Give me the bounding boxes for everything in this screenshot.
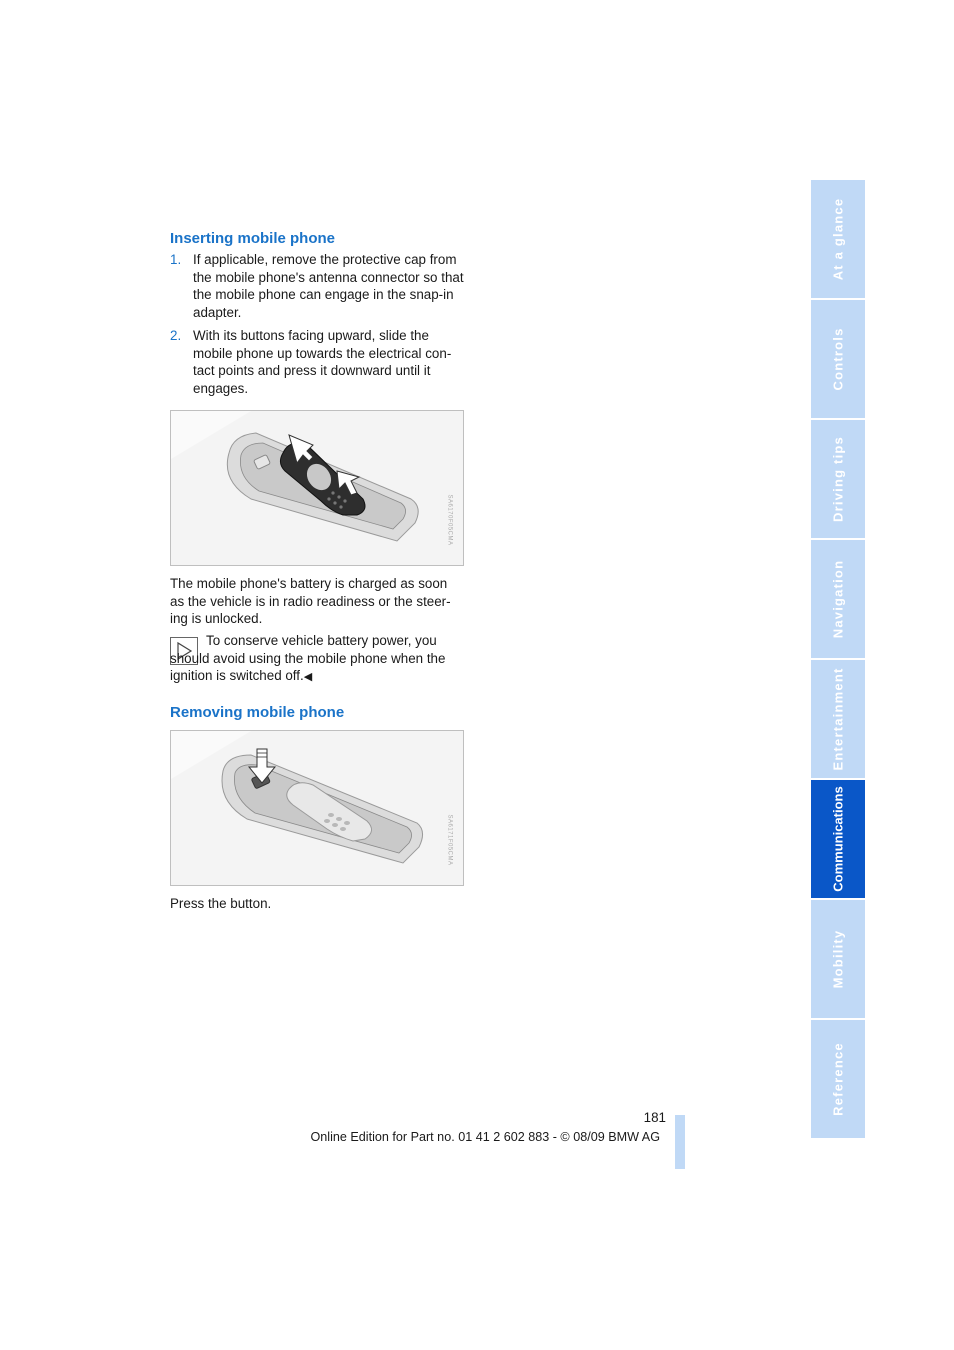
heading-inserting: Inserting mobile phone: [170, 230, 336, 247]
page-number: 181: [643, 1110, 666, 1125]
note-text: To conserve vehicle battery power, you should avoid using the mobile phone when the ignition is switched off.: [170, 633, 446, 684]
tab-label: Navigation: [830, 559, 846, 639]
tab-controls[interactable]: [811, 300, 865, 418]
end-mark-icon: ◀: [303, 671, 313, 684]
figure-remove-phone: [170, 730, 464, 886]
step-1: [170, 251, 470, 322]
tab-reference[interactable]: [811, 1020, 865, 1138]
tab-entertainment[interactable]: [811, 660, 865, 778]
tab-driving-tips[interactable]: [811, 420, 865, 538]
inserting-steps: [170, 251, 470, 403]
note-text-block: [170, 632, 465, 687]
tab-label: Controls: [830, 327, 846, 391]
figure-code: SA6170F05CMA: [446, 494, 453, 546]
tab-label: Mobility: [830, 929, 846, 989]
step-number: 1.: [170, 252, 182, 267]
figure-code: SA6171F05CMA: [446, 814, 453, 866]
tab-mobility[interactable]: [811, 900, 865, 1018]
battery-text: The mobile phone's battery is charged as soon as the vehicle is in radio readiness or the steer-ing is unlocked.: [170, 576, 451, 627]
tab-label: At a glance: [830, 197, 846, 281]
step-2: [170, 327, 470, 398]
tab-label: Entertainment: [830, 667, 846, 771]
tab-at-a-glance[interactable]: [811, 180, 865, 298]
press-button-text: Press the button.: [170, 896, 272, 911]
figure-insert-phone: [170, 410, 464, 566]
step-text: If applicable, remove the protective cap from the mobile phone's antenna connector so that the mobile phone can engage in the snap-in adapter.: [193, 252, 464, 321]
heading-removing: Removing mobile phone: [170, 704, 345, 721]
phone-insert-illustration: [171, 411, 463, 565]
tab-label: Reference: [830, 1042, 846, 1116]
tab-label: Driving tips: [830, 436, 846, 522]
tab-communications[interactable]: [811, 780, 865, 898]
step-text: With its buttons facing upward, slide the mobile phone up towards the electrical con-tact points and press it downward until it engages.: [193, 327, 452, 396]
footer-edition-text: Online Edition for Part no. 01 41 2 602 883 - © 08/09 BMW AG: [310, 1130, 660, 1144]
tab-navigation[interactable]: [811, 540, 865, 658]
phone-remove-illustration: [171, 731, 463, 885]
tab-label: Communications: [830, 786, 846, 892]
chapter-tabs: [811, 180, 865, 1140]
step-number: 2.: [170, 327, 182, 343]
footer-accent-bar: [675, 1115, 685, 1169]
